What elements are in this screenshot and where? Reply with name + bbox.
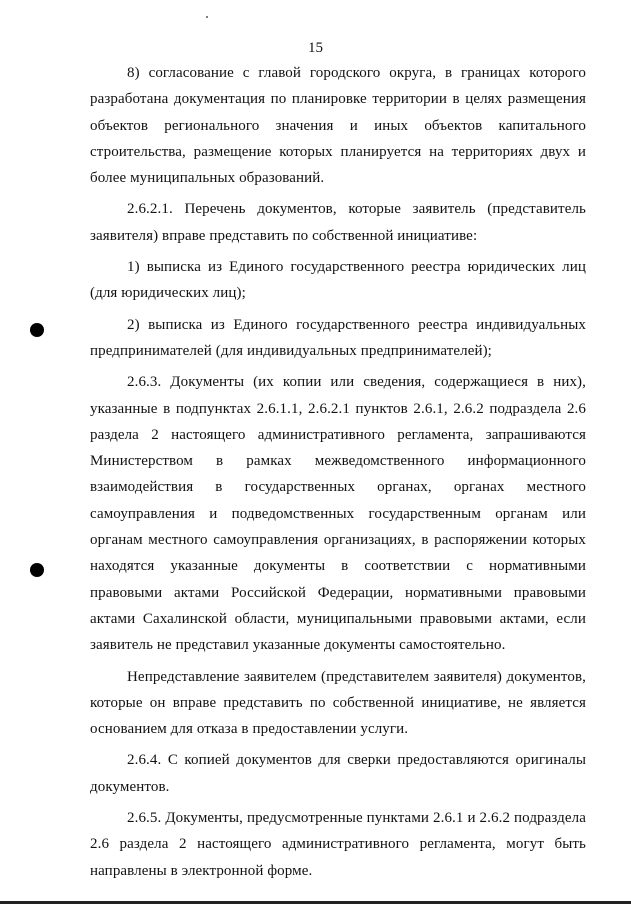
document-body [90,60,586,884]
scan-speck [206,16,208,18]
paragraph-list-item-2: 2) выписка из Единого государственного реестра индивидуальных предпринимателей (для индивидуальных предпринимателей); [90,316,586,359]
paragraph-item-8-agreement: 8) согласование с главой городского округа, в границах которого разработана документация по планировке территории в целях размещения объектов регионального значения и иных объектов капитального строительства, размещение которых планируется на территориях двух и более муниципальных образований. [90,65,586,187]
binder-hole-mark [30,323,44,337]
paragraph-list-item-1: 1) выписка из Единого государственного реестра юридических лиц (для юридических лиц); [90,259,586,302]
paragraph-2-6-5: 2.6.5. Документы, предусмотренные пунктами 2.6.1 и 2.6.2 подраздела 2.6 раздела 2 настоящего административного регламента, могут быть направлены в электронной форме. [90,810,586,879]
paragraph-2-6-3: 2.6.3. Документы (их копии или сведения, содержащиеся в них), указанные в подпунктах 2.6.1.1, 2.6.2.1 пунктов 2.6.1, 2.6.2 подраздела 2.6 раздела 2 настоящего административного регламента, запрашиваются Министерством в рамках межведомственного информационного взаимодействия в государственных органах, органах местного самоуправления и подведомственных государственным органам или органам местного самоуправления организациях, в распоряжении которых находятся указанные документы в соответствии с нормативными правовыми актами Российской Федерации, нормативными правовыми актами Сахалинской области, муниципальными правовыми актами, если заявитель не представил указанные документы самостоятельно. [90,374,586,654]
paragraph-2-6-2-1: 2.6.2.1. Перечень документов, которые заявитель (представитель заявителя) вправе представить по собственной инициативе: [90,201,586,244]
paragraph-non-submission: Непредставление заявителем (представителем заявителя) документов, которые он вправе представить по собственной инициативе, не является основанием для отказа в предоставлении услуги. [90,668,586,738]
paragraph-2-6-4: 2.6.4. С копией документов для сверки предоставляются оригиналы документов. [90,752,586,795]
page-number: 15 [308,40,323,56]
binder-hole-mark [30,563,44,577]
